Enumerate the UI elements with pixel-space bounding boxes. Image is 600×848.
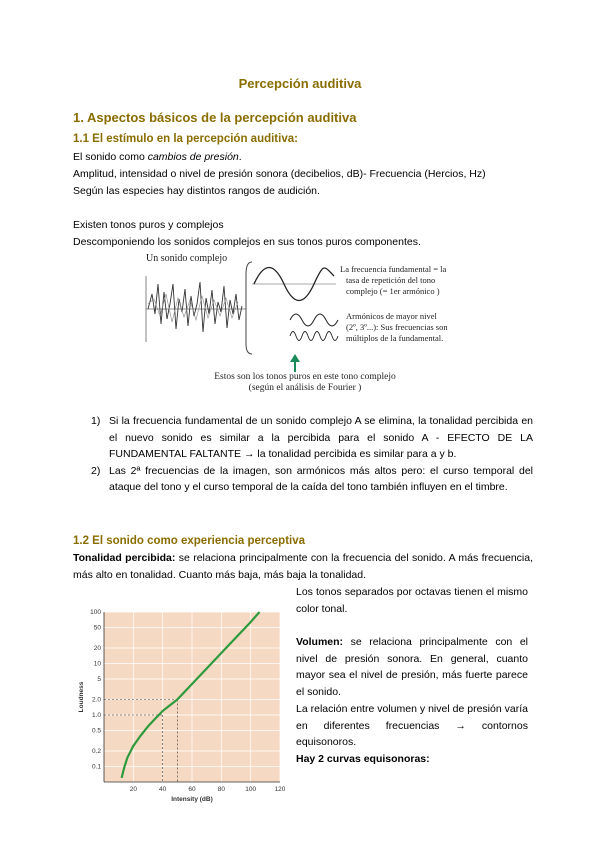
- x-tick-label: 60: [188, 786, 196, 793]
- text: se relaciona principalmente con la frecuencia del sonido. A más frecuencia, más alto en tonalidad. Cuanto más baja, más baja la tonalidad.: [73, 552, 533, 581]
- y-tick-label: 20: [93, 644, 101, 652]
- x-tick-label: 80: [217, 786, 225, 793]
- figure-label: tasa de repetición del tono: [346, 275, 436, 285]
- y-tick-label: 10: [93, 660, 101, 668]
- x-tick-label: 20: [129, 786, 137, 793]
- list-number: 2): [91, 464, 101, 477]
- paragraph: [296, 634, 528, 700]
- figure-label: (2º, 3º...): Sus frecuencias son: [346, 322, 448, 332]
- y-tick-label: 1.0: [91, 711, 101, 719]
- y-tick-label: 100: [90, 609, 101, 616]
- list-item: [73, 463, 533, 496]
- fourier-figure: [140, 254, 470, 404]
- paragraph: Los tonos separados por octavas tienen el mismo color tonal.: [296, 586, 528, 615]
- bold-label: Tonalidad percibida:: [73, 552, 176, 564]
- figure-label: múltiplos de la fundamental.: [346, 333, 444, 343]
- list-text: Si la frecuencia fundamental de un sonido complejo A se elimina, la tonalidad percibida en el nuevo sonido es similar a la percibida para el sonido A - EFECTO DE LA FUNDAMENTAL FALTANTE → la tonalidad percibida es similar para a y b.: [109, 415, 533, 460]
- bold-label: Volumen:: [296, 636, 344, 648]
- figure-caption: (según el análisis de Fourier ): [248, 383, 362, 393]
- x-tick-label: 40: [159, 786, 167, 793]
- figure-label: complejo (= 1er armónico ): [346, 286, 440, 296]
- text: .: [238, 151, 242, 163]
- text: se relaciona principalmente con el nivel de presión sonora. En general, cuanto mayor sea el nivel de presión, más fuerte parece el sonido.: [296, 636, 528, 698]
- paragraph: [73, 550, 533, 583]
- figure-label: Un sonido complejo: [146, 253, 228, 264]
- list-text: Las 2ª frecuencias de la imagen, son armónicos más altos pero: el curso temporal del ataque del tono y el curso temporal de la caída del tono también influyen en el timbre.: [109, 464, 533, 493]
- list-item: [73, 413, 533, 463]
- italic-text: cambios de presión: [147, 151, 239, 163]
- paragraph: Descomponiendo los sonidos complejos en sus tonos puros componentes.: [73, 236, 421, 248]
- x-tick-label: 100: [245, 786, 257, 793]
- bracket: [246, 262, 252, 354]
- figure-label: La frecuencia fundamental = la: [340, 264, 447, 274]
- paragraph: Existen tonos puros y complejos: [73, 219, 224, 231]
- page-title: Percepción auditiva: [238, 76, 362, 91]
- list-number: 1): [91, 415, 101, 427]
- paragraph: Hay 2 curvas equisonoras:: [296, 753, 430, 765]
- y-tick-label: 2.0: [91, 696, 101, 704]
- y-tick-label: 50: [93, 624, 101, 632]
- figure-label: Armónicos de mayor nivel: [346, 311, 437, 321]
- up-arrow-icon: [290, 354, 300, 372]
- y-tick-label: 0.5: [91, 727, 101, 735]
- y-axis-label: Loudness: [78, 681, 85, 713]
- text: El sonido como: [73, 151, 148, 163]
- loudness-chart: [74, 604, 290, 804]
- paragraph: [73, 149, 533, 166]
- y-tick-label: 0.2: [91, 747, 101, 755]
- subsection-heading: 1.2 El sonido como experiencia perceptiva: [73, 535, 306, 547]
- figure-caption: Estos son los tonos puros en este tono complejo: [214, 372, 396, 382]
- harmonic-waves: [290, 314, 338, 341]
- paragraph: Según las especies hay distintos rangos de audición.: [73, 185, 320, 197]
- paragraph: Amplitud, intensidad o nivel de presión sonora (decibelios, dB)- Frecuencia (Hercios, Hz): [73, 168, 486, 180]
- section-heading: 1. Aspectos básicos de la percepción auditiva: [73, 110, 357, 125]
- loudness-chart-svg: [74, 604, 290, 804]
- numbered-list: [73, 413, 533, 496]
- y-tick-label: 5: [97, 676, 101, 684]
- paragraph: La relación entre volumen y nivel de presión varía en diferentes frecuencias → contornos equisonoros.: [296, 703, 528, 748]
- y-tick-label: 0.1: [91, 763, 101, 771]
- complex-waveform: [146, 276, 246, 342]
- subsection-heading: 1.1 El estímulo en la percepción auditiva:: [73, 133, 298, 145]
- x-tick-label: 120: [274, 786, 286, 793]
- fundamental-wave: [252, 268, 336, 301]
- x-axis-label: Intensity (dB): [171, 796, 213, 803]
